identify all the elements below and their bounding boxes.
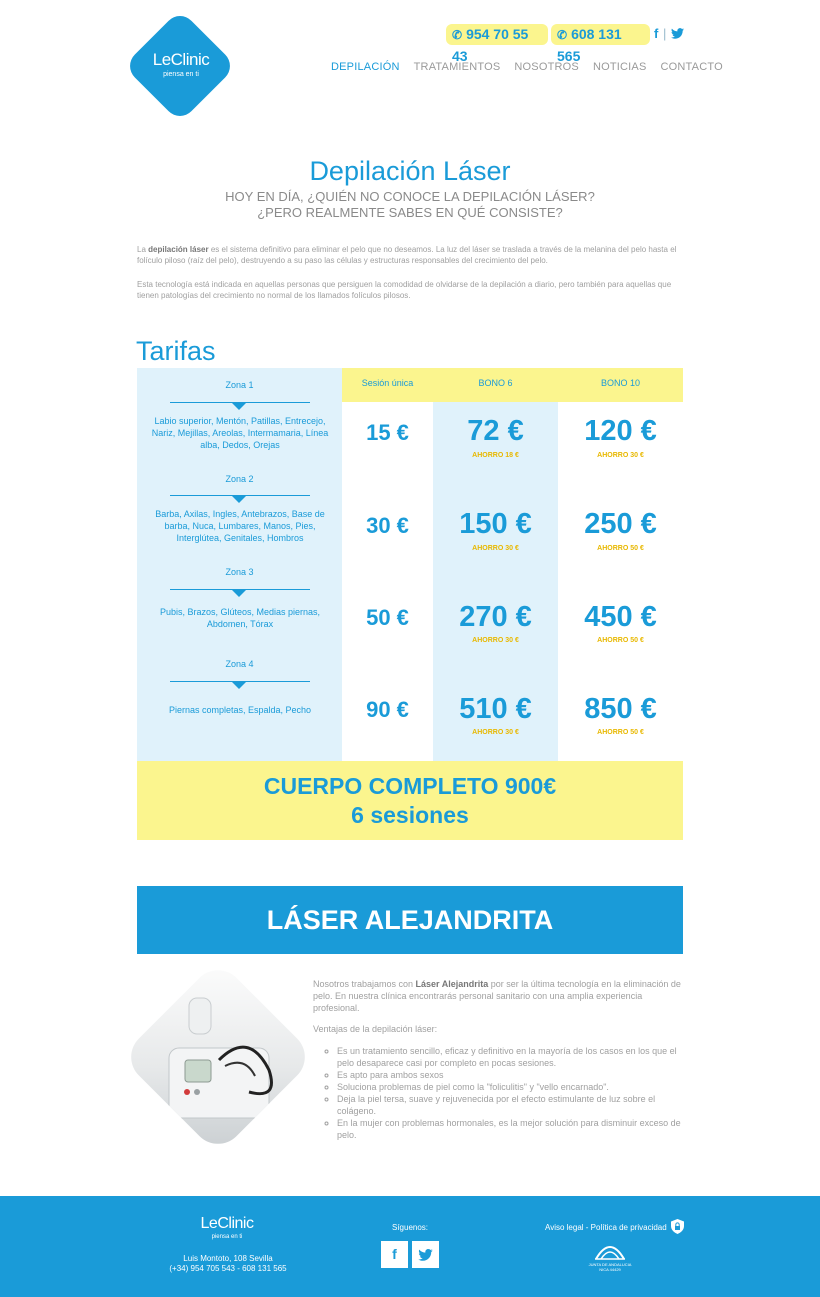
zone-3-bono6-saving: AHORRO 30 €	[472, 637, 519, 644]
main-nav	[331, 60, 723, 74]
logo[interactable]	[137, 50, 225, 79]
list-item: ◦ Deja la piel tersa, suave y rejuvenecida por el efecto estimulante de luz sobre el colágeno.	[337, 1093, 695, 1117]
zone-2-areas: Barba, Axilas, Ingles, Antebrazos, Base de barba, Nuca, Lumbares, Manos, Pies, Interglútea, Genitales, Hombros	[155, 509, 325, 543]
nav-contacto[interactable]: CONTACTO	[660, 61, 723, 73]
zone-arrow-icon	[231, 681, 247, 689]
shield-lock-icon	[671, 1219, 684, 1234]
nav-noticias[interactable]: NOTICIAS	[592, 61, 647, 73]
zone-arrow-icon	[231, 495, 247, 503]
zone-3-bono10-price: 450 €	[584, 601, 657, 633]
zone-2-title: Zona 2	[225, 474, 254, 484]
logo-tagline: piensa en ti	[163, 71, 199, 78]
zone-3-areas: Pubis, Brazos, Glúteos, Medias piernas, Abdomen, Tórax	[159, 607, 321, 629]
zone-arrow-icon	[231, 402, 247, 410]
footer-logo-tagline: piensa en ti	[211, 1234, 243, 1240]
laser-machine-image	[120, 959, 315, 1154]
header-bono-6: BONO 6	[478, 378, 513, 388]
phone-icon: ✆	[452, 28, 463, 42]
page-title: Depilación Láser	[309, 156, 511, 186]
zone-4-areas: Piernas completas, Espalda, Pecho	[168, 705, 312, 715]
zone-3-bono10-saving: AHORRO 50 €	[597, 637, 644, 644]
zone-4-title: Zona 4	[225, 659, 254, 669]
junta-andalucia-emblem-icon	[593, 1241, 627, 1261]
laser-p1-bold: Láser Alejandrita	[415, 979, 489, 989]
twitter-icon[interactable]	[671, 28, 684, 39]
intro-p1-bold: depilación láser	[148, 245, 209, 254]
footer-logo[interactable]	[197, 1214, 257, 1241]
footer-contact	[137, 1254, 319, 1274]
zone-3-bono6-price: 270 €	[459, 601, 532, 633]
tarifas-title: Tarifas	[136, 336, 216, 366]
footer-phones: (+34) 954 705 543 - 608 131 565	[169, 1264, 287, 1273]
legal-links[interactable]: Aviso legal - Política de privacidad	[545, 1223, 667, 1232]
zone-2-bono6-price: 150 €	[459, 508, 532, 540]
zone-4-bono10-saving: AHORRO 50 €	[597, 729, 644, 736]
nav-depilacion[interactable]: DEPILACIÓN	[331, 61, 400, 73]
laser-machine-illustration	[149, 988, 287, 1126]
laser-intro-paragraph	[313, 978, 683, 1014]
intro-paragraph-2: Esta tecnología está indicada en aquellas personas que persiguen la comodidad de olvidarse de la depilación a diario, pero también para aquellas que tienen patologías del crecimiento no normal de los llamados folículos pilosos.	[137, 280, 672, 300]
zone-arrow-icon	[231, 589, 247, 597]
logo-brand: LeClinic	[152, 50, 210, 69]
facebook-icon: f	[392, 1246, 397, 1262]
intro-p1-start: La	[137, 245, 149, 254]
laser-p1-end: por ser la última tecnología en la eliminación de pelo. En nuestra clínica encontrarás personal sanitario con una amplia experiencia profesional.	[313, 979, 681, 1013]
zone-4-bono10-price: 850 €	[584, 693, 657, 725]
full-body-price: CUERPO COMPLETO 900€	[263, 773, 557, 799]
zone-3-title: Zona 3	[225, 567, 254, 577]
zone-1-bono10-saving: AHORRO 30 €	[597, 452, 644, 459]
subtitle-line-1: HOY EN DÍA, ¿QUIÉN NO CONOCE LA DEPILACIÓN LÁSER?	[225, 189, 595, 204]
zone-1-areas: Labio superior, Mentón, Patillas, Entrecejo, Nariz, Mejillas, Areolas, Intermamaria, Línea alba, Dedos, Orejas	[151, 416, 329, 450]
footer-address: Luis Montoto, 108 Sevilla	[183, 1254, 273, 1263]
list-item: ◦ Es un tratamiento sencillo, eficaz y definitivo en la mayoría de los casos en los que el pelo desaparece casi por completo en pocas sesiones.	[337, 1045, 695, 1069]
twitter-icon	[418, 1249, 433, 1261]
laser-alejandrita-banner: LÁSER ALEJANDRITA	[137, 886, 683, 954]
advantages-title: Ventajas de la depilación láser:	[313, 1024, 438, 1034]
twitter-button[interactable]	[412, 1241, 439, 1268]
zone-4-bono6-price: 510 €	[459, 693, 532, 725]
social-separator: |	[662, 26, 667, 41]
zone-2-single-price: 30 €	[366, 513, 409, 538]
header-bono-10: BONO 10	[600, 378, 640, 388]
zone-2-bono10-price: 250 €	[584, 508, 657, 540]
zone-2-bono10-saving: AHORRO 50 €	[597, 545, 644, 552]
advantages-list	[325, 1045, 695, 1141]
zone-2-bono6-saving: AHORRO 30 €	[472, 545, 519, 552]
zone-1-bono6-price: 72 €	[467, 415, 524, 447]
nav-tratamientos[interactable]: TRATAMIENTOS	[413, 61, 501, 73]
list-item: ◦ En la mujer con problemas hormonales, es la mejor solución para disminuir exceso de pelo.	[337, 1117, 695, 1141]
phone-icon: ✆	[557, 28, 568, 42]
social-links	[654, 25, 684, 43]
zone-1-single-price: 15 €	[366, 420, 409, 445]
footer-logo-brand: LeClinic	[200, 1215, 254, 1232]
list-item: ◦ Es apto para ambos sexos	[337, 1069, 695, 1081]
zone-4-single-price: 90 €	[366, 697, 409, 722]
zone-3-single-price: 50 €	[366, 605, 409, 630]
zone-1-bono6-saving: AHORRO 18 €	[472, 452, 519, 459]
phone-2-button[interactable]	[551, 24, 650, 64]
zone-4-bono6-saving: AHORRO 30 €	[472, 729, 519, 736]
nav-nosotros[interactable]: NOSOTROS	[514, 61, 579, 73]
intro-paragraph-1	[137, 244, 683, 266]
phone-1-button[interactable]	[446, 24, 548, 64]
footer	[0, 1196, 820, 1297]
zone-1-title: Zona 1	[225, 380, 254, 390]
page-subtitle	[0, 189, 820, 221]
phone-1-number: 954 70 55 43	[452, 26, 529, 64]
facebook-icon[interactable]: f	[654, 26, 659, 41]
full-body-offer	[137, 761, 683, 840]
list-item: ◦ Soluciona problemas de piel como la "foliculitis" y "vello encarnado".	[337, 1081, 695, 1093]
full-body-sessions: 6 sesiones	[351, 802, 469, 828]
intro-p1-end: es el sistema definitivo para eliminar el pelo que no deseamos. La luz del láser se traslada a través de la melanina del pelo hasta el folículo piloso (raíz del pelo), destruyendo a su paso las células y estructuras responsables del crecimiento del pelo.	[137, 245, 677, 265]
facebook-button[interactable]	[381, 1241, 408, 1268]
junta-andalucia-badge	[588, 1241, 632, 1272]
follow-label: Síguenos:	[391, 1223, 429, 1232]
header-sesion-unica: Sesión única	[361, 378, 414, 388]
subtitle-line-2: ¿PERO REALMENTE SABES EN QUÉ CONSISTE?	[257, 205, 563, 220]
phone-2-number: 608 131 565	[557, 26, 622, 64]
junta-label: JUNTA DE ANDALUCIA	[588, 1262, 632, 1267]
junta-code: NICA 44429	[599, 1267, 621, 1272]
laser-p1-start: Nosotros trabajamos con	[313, 979, 416, 989]
zone-1-bono10-price: 120 €	[584, 415, 657, 447]
